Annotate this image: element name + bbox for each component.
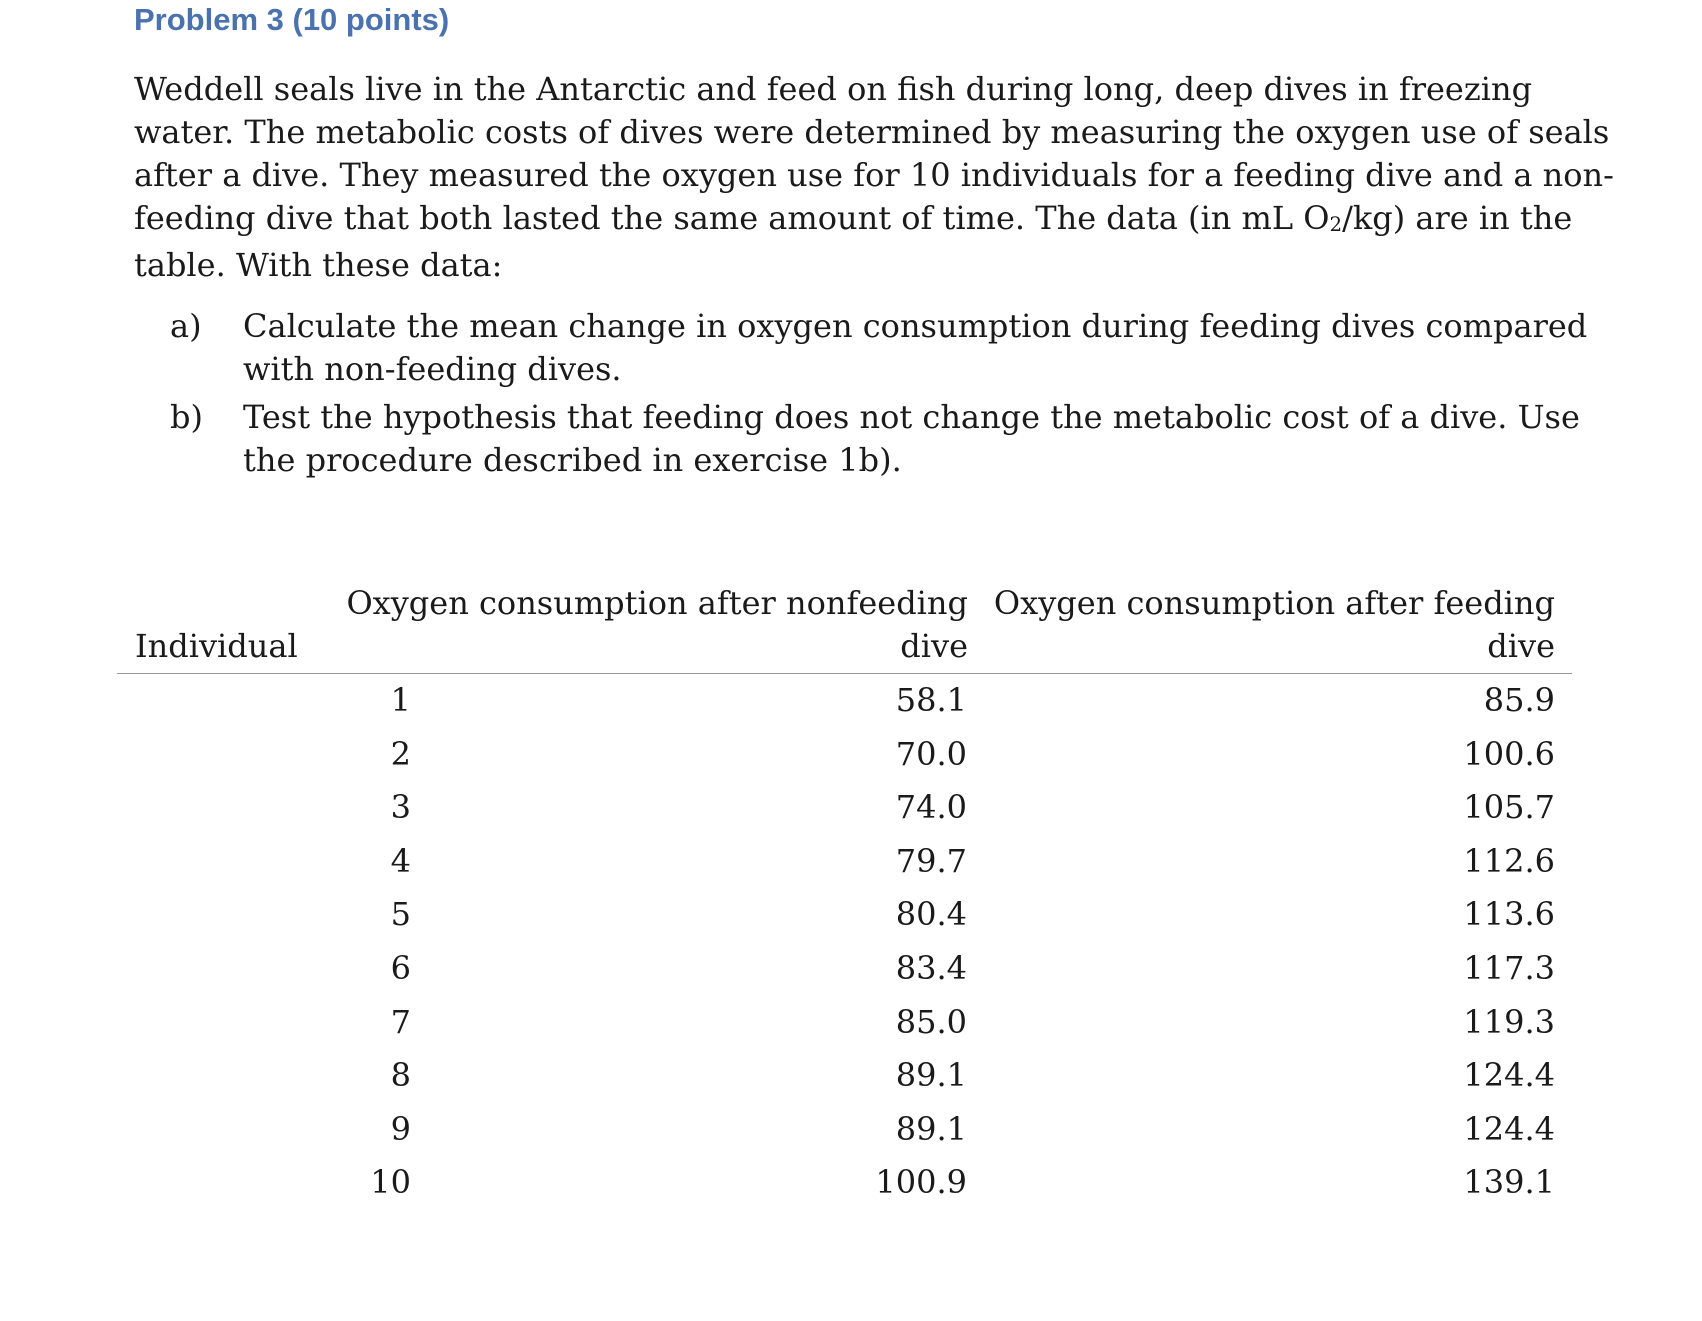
table-row	[117, 1156, 1572, 1210]
cell-feeding: 85.9	[1483, 681, 1555, 719]
cell-nonfeeding: 74.0	[895, 788, 967, 827]
intro-line: water. The metabolic costs of dives were determined by measuring the oxygen use of seals	[134, 113, 1610, 151]
question-text: the procedure described in exercise 1b).	[243, 441, 902, 479]
table-row	[117, 781, 1572, 835]
table-row	[117, 996, 1572, 1050]
cell-individual: 2	[390, 734, 411, 773]
cell-feeding: 113.6	[1463, 895, 1555, 934]
table-row	[117, 888, 1572, 942]
cell-nonfeeding: 58.1	[895, 681, 967, 719]
header-individual: Individual	[135, 627, 298, 665]
table-row	[117, 674, 1572, 728]
question-a	[134, 305, 1588, 391]
cell-individual: 8	[390, 1056, 411, 1095]
cell-individual: 9	[390, 1109, 411, 1148]
cell-feeding: 117.3	[1463, 948, 1555, 987]
oxygen-subscript: 2	[1329, 213, 1343, 237]
problem-heading: Problem 3 (10 points)	[134, 2, 450, 37]
header-feeding	[955, 582, 1555, 668]
cell-individual: 10	[370, 1163, 411, 1202]
cell-feeding: 124.4	[1463, 1056, 1555, 1095]
question-text: with non-feeding dives.	[243, 350, 622, 388]
header-text: dive	[1487, 627, 1555, 665]
cell-feeding: 105.7	[1463, 788, 1555, 827]
data-table	[117, 583, 1572, 1210]
question-marker: a)	[170, 307, 202, 345]
cell-individual: 4	[390, 841, 411, 880]
header-nonfeeding	[328, 582, 968, 668]
table-row	[117, 1103, 1572, 1157]
cell-feeding: 119.3	[1463, 1002, 1555, 1041]
cell-nonfeeding: 80.4	[895, 895, 967, 934]
intro-line	[134, 197, 1574, 244]
cell-nonfeeding: 70.0	[895, 734, 967, 773]
table-row	[117, 942, 1572, 996]
question-marker: b)	[170, 398, 203, 436]
intro-line: after a dive. They measured the oxygen use for 10 individuals for a feeding dive and a non-	[134, 156, 1614, 194]
header-text: Oxygen consumption after feeding	[993, 584, 1555, 622]
cell-individual: 7	[390, 1002, 411, 1041]
cell-feeding: 124.4	[1463, 1109, 1555, 1148]
cell-feeding: 112.6	[1463, 841, 1555, 880]
cell-nonfeeding: 79.7	[895, 841, 967, 880]
intro-line: Weddell seals live in the Antarctic and feed on fish during long, deep dives in freezing	[134, 70, 1533, 108]
intro-text: feeding dive that both lasted the same amount of time. The data (in mL O	[134, 199, 1330, 237]
cell-nonfeeding: 85.0	[895, 1002, 967, 1041]
table-header	[117, 583, 1572, 674]
header-text: dive	[900, 627, 968, 665]
question-text: Calculate the mean change in oxygen consumption during feeding dives compared	[243, 307, 1588, 345]
cell-nonfeeding: 83.4	[895, 948, 967, 987]
cell-nonfeeding: 89.1	[895, 1056, 967, 1095]
question-text: Test the hypothesis that feeding does not change the metabolic cost of a dive. Use	[243, 398, 1580, 436]
header-text: Oxygen consumption after nonfeeding	[346, 584, 968, 622]
cell-individual: 3	[390, 788, 411, 827]
cell-nonfeeding: 89.1	[895, 1109, 967, 1148]
cell-individual: 1	[390, 681, 411, 719]
cell-individual: 6	[390, 948, 411, 987]
cell-individual: 5	[390, 895, 411, 934]
question-list	[134, 305, 1588, 487]
cell-feeding: 100.6	[1463, 734, 1555, 773]
intro-line: table. With these data:	[134, 246, 503, 284]
cell-feeding: 139.1	[1463, 1163, 1555, 1202]
question-b	[134, 396, 1580, 482]
table-row	[117, 1049, 1572, 1103]
table-row	[117, 728, 1572, 782]
intro-text: /kg) are in the	[1342, 199, 1573, 237]
cell-nonfeeding: 100.9	[875, 1163, 967, 1202]
intro-paragraph	[134, 68, 1614, 287]
table-body	[117, 674, 1572, 1210]
table-row	[117, 835, 1572, 889]
